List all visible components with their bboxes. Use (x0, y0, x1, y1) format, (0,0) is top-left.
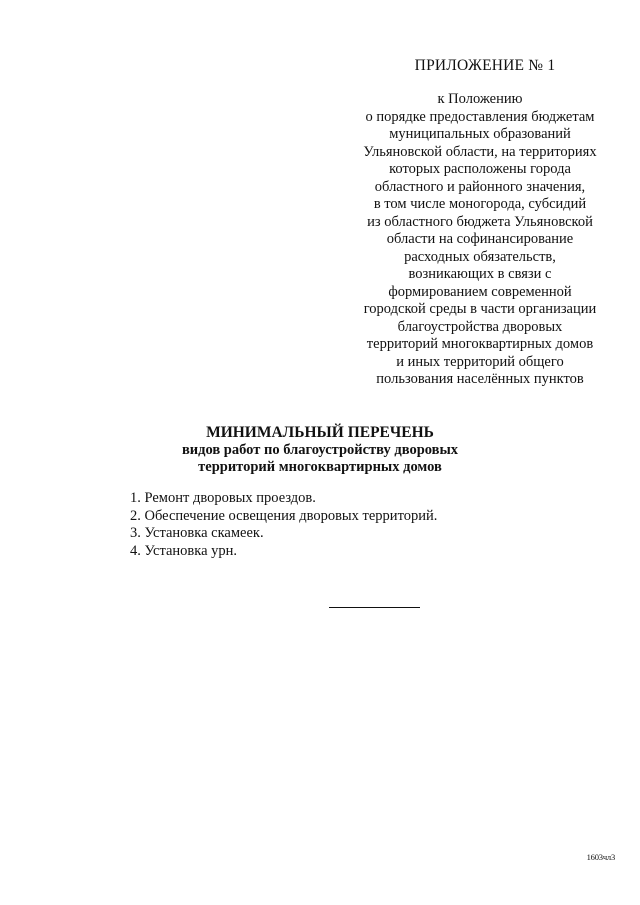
heading-title: МИНИМАЛЬНЫЙ ПЕРЕЧЕНЬ (206, 424, 434, 441)
appendix-title: ПРИЛОЖЕНИЕ № 1 (414, 57, 556, 74)
reference-line: к Положению (437, 91, 523, 107)
heading-subtitle-line-2: территорий многоквартирных домов (198, 459, 442, 475)
appendix-reference (340, 91, 620, 389)
reference-line: которых расположены города (389, 161, 571, 177)
work-list (130, 490, 437, 560)
reference-line: пользования населённых пунктов (376, 371, 584, 387)
reference-line: благоустройства дворовых (397, 318, 563, 335)
reference-line: и иных территорий общего (396, 353, 564, 370)
reference-line: Ульяновской области, на территориях (363, 143, 597, 160)
reference-line: из областного бюджета Ульяновской (367, 213, 593, 230)
reference-line: о порядке предоставления бюджетам (365, 108, 595, 125)
document-heading (150, 424, 490, 476)
list-item: 3. Установка скамеек. (130, 525, 264, 541)
document-code: 1603чл3 (586, 852, 615, 862)
reference-line: областного и районного значения, (374, 178, 586, 195)
list-item: 1. Ремонт дворовых проездов. (130, 490, 316, 506)
reference-line: области на софинансирование (386, 231, 574, 247)
reference-line: городской среды в части организации (363, 301, 597, 317)
heading-subtitle-line-1: видов работ по благоустройству дворовых (181, 442, 459, 458)
reference-line: расходных обязательств, (404, 248, 556, 265)
reference-line: в том числе моногорода, субсидий (373, 196, 587, 212)
reference-line: возникающих в связи с (408, 266, 552, 282)
reference-line: территорий многоквартирных домов (366, 336, 594, 352)
reference-line: муниципальных образований (389, 126, 571, 142)
reference-line: формированием современной (388, 283, 572, 300)
end-divider (329, 607, 420, 608)
list-item: 4. Установка урн. (130, 542, 238, 559)
list-item: 2. Обеспечение освещения дворовых территорий. (130, 507, 438, 524)
